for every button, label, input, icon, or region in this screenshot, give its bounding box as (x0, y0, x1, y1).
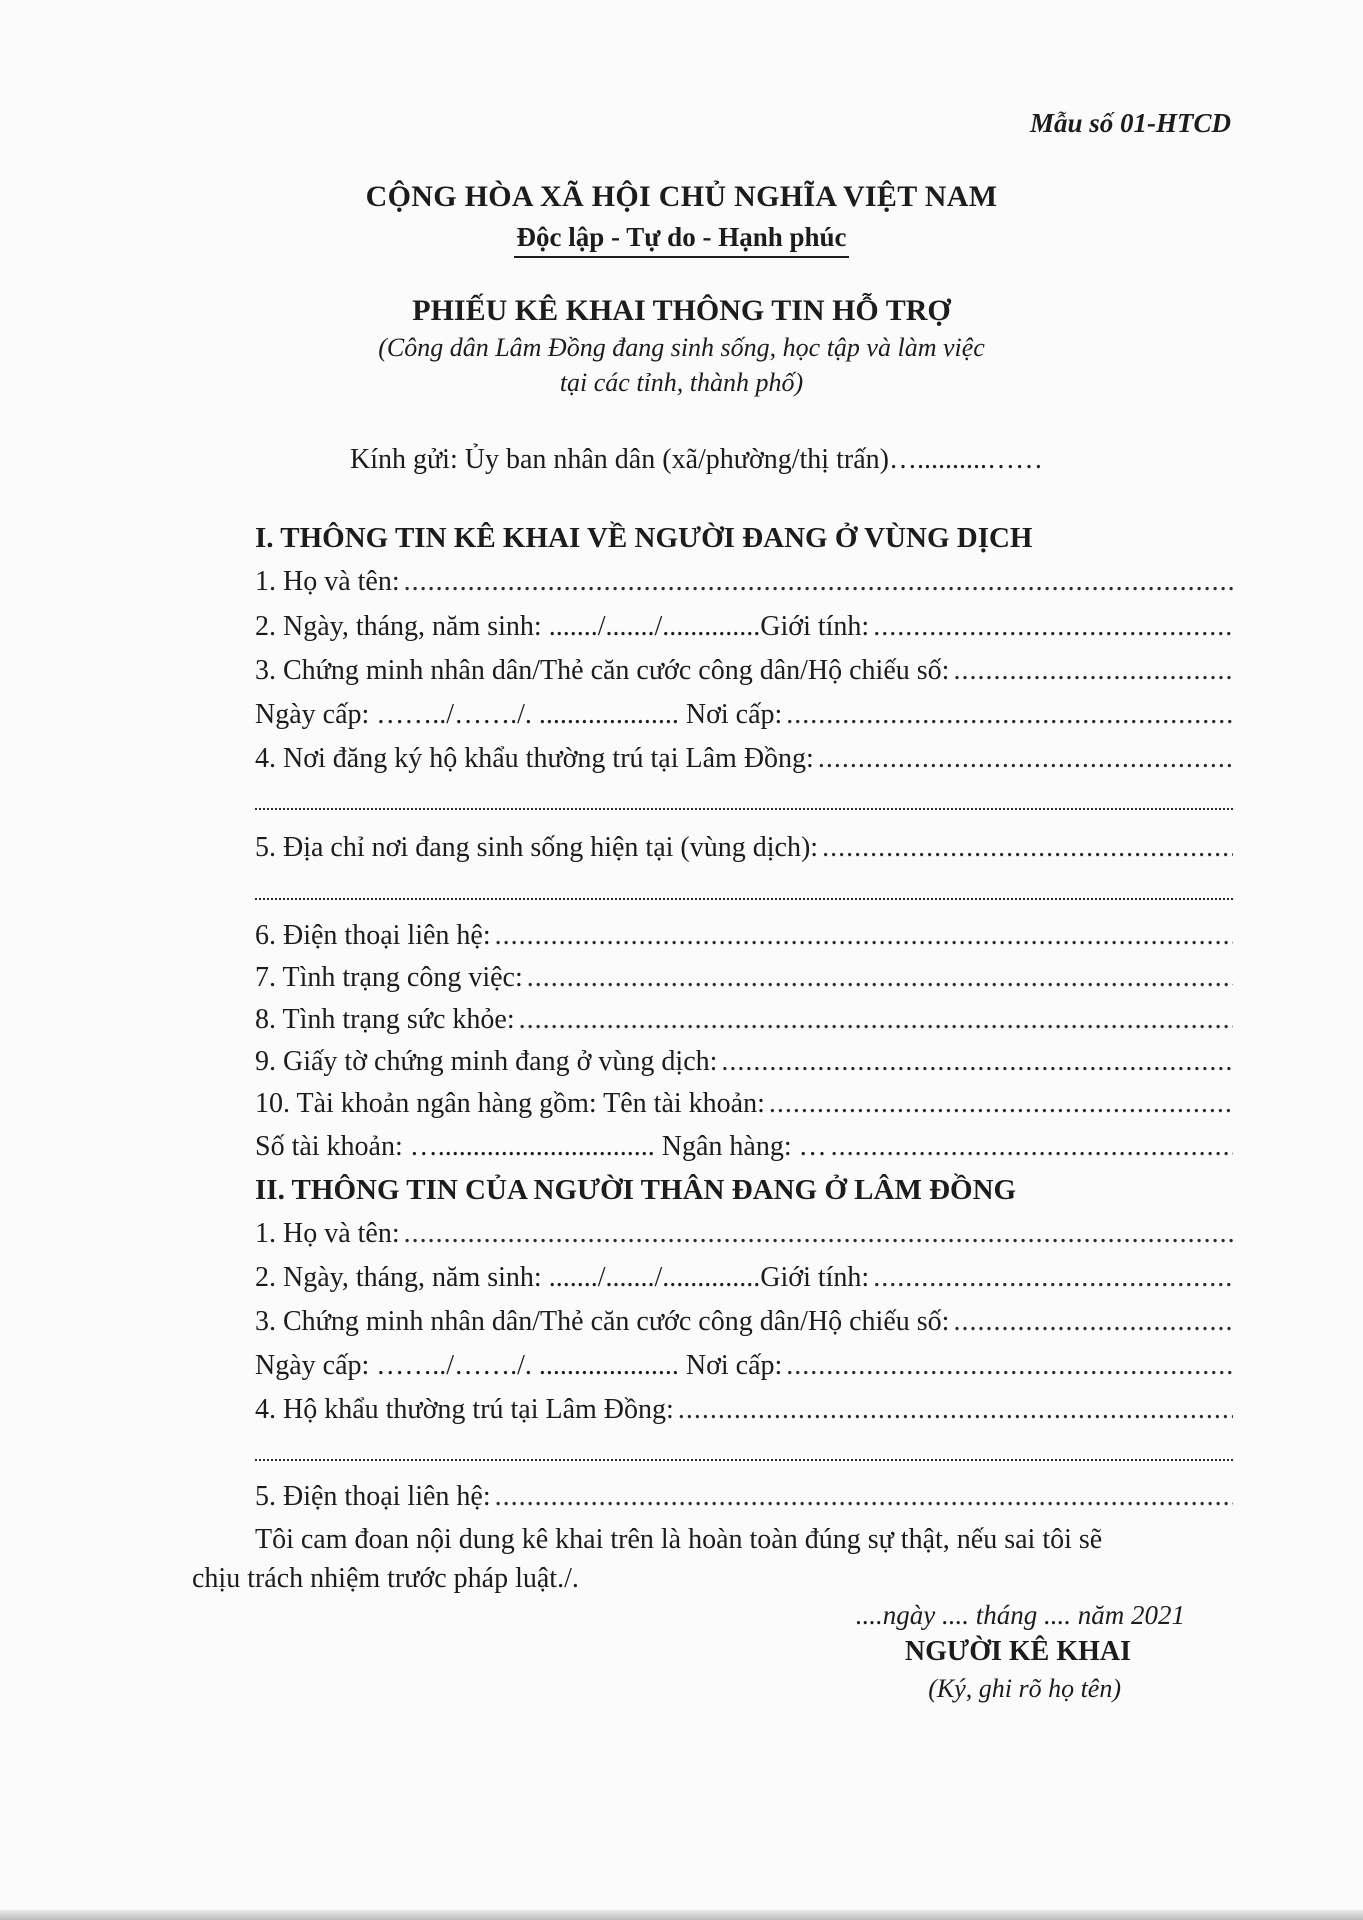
field-id-number[interactable] (255, 655, 1233, 687)
field-label: 1. Họ và tên: (255, 566, 400, 597)
field-current-address-continuation[interactable] (255, 896, 1233, 900)
field-registered-residence-continuation[interactable] (255, 806, 1233, 810)
fill-dots (495, 1481, 1233, 1513)
field-health-status[interactable] (255, 1004, 1233, 1036)
fill-dots (678, 1394, 1233, 1426)
field-label: 2. Ngày, tháng, năm sinh: ......./......./..............Giới tính: (255, 1262, 870, 1293)
fill-dots (769, 1088, 1233, 1120)
fill-dots (495, 920, 1233, 952)
field-label: Ngày cấp: ……../……./. .................... Nơi cấp: (255, 699, 783, 730)
section1-heading: I. THÔNG TIN KÊ KHAI VỀ NGƯỜI ĐANG Ở VÙNG DỊCH (255, 522, 1033, 554)
motto-container (0, 222, 1363, 258)
fill-dots (818, 743, 1233, 775)
field-label: 8. Tình trạng sức khỏe: (255, 1004, 515, 1035)
fill-dots (721, 1046, 1233, 1078)
relative-field-id-number[interactable] (255, 1306, 1233, 1338)
form-subtitle-line1: (Công dân Lâm Đồng đang sinh sống, học tập và làm việc (378, 333, 985, 362)
field-label: 4. Nơi đăng ký hộ khẩu thường trú tại Lâm Đồng: (255, 743, 814, 774)
field-label: 4. Hộ khẩu thường trú tại Lâm Đồng: (255, 1394, 674, 1425)
field-label: 3. Chứng minh nhân dân/Thẻ căn cước công dân/Hộ chiếu số: (255, 1306, 950, 1337)
field-phone[interactable] (255, 920, 1233, 952)
commitment-line1: Tôi cam đoan nội dung kê khai trên là hoàn toàn đúng sự thật, nếu sai tôi sẽ (255, 1524, 1103, 1555)
field-bank-account-number[interactable] (255, 1131, 1233, 1163)
date-line: ....ngày .... tháng .... năm 2021 (855, 1600, 1185, 1630)
national-motto: Độc lập - Tự do - Hạnh phúc (514, 222, 848, 258)
field-bank-account-name[interactable] (255, 1088, 1233, 1120)
field-label: 9. Giấy tờ chứng minh đang ở vùng dịch: (255, 1046, 718, 1077)
recipient-line: Kính gửi: Ủy ban nhân dân (xã/phường/thị trấn)…..........…… (350, 444, 1043, 475)
scan-bottom-edge (0, 1910, 1363, 1920)
relative-field-residence-continuation[interactable] (255, 1457, 1233, 1461)
relative-field-residence[interactable] (255, 1394, 1233, 1426)
fill-dots (873, 611, 1233, 643)
commitment-line2: chịu trách nhiệm trước pháp luật./. (192, 1563, 579, 1594)
field-label: 6. Điện thoại liên hệ: (255, 920, 491, 951)
field-label: 10. Tài khoản ngân hàng gồm: Tên tài khoản: (255, 1088, 765, 1119)
form-title: PHIẾU KÊ KHAI THÔNG TIN HỖ TRỢ (412, 294, 951, 327)
field-current-address[interactable] (255, 832, 1233, 864)
field-label: Ngày cấp: ……../……./. .................... Nơi cấp: (255, 1350, 783, 1381)
national-title: CỘNG HÒA XÃ HỘI CHỦ NGHĨA VIỆT NAM (365, 180, 998, 213)
fill-dots (822, 832, 1233, 864)
fill-dots (873, 1262, 1233, 1294)
fill-dots (404, 1218, 1233, 1250)
fill-dots (527, 962, 1233, 994)
fill-dots (786, 1350, 1233, 1382)
relative-field-full-name[interactable] (255, 1218, 1233, 1250)
relative-field-issue-date-place[interactable] (255, 1350, 1233, 1382)
field-label: 1. Họ và tên: (255, 1218, 400, 1249)
fill-dots (404, 566, 1233, 598)
field-issue-date-place[interactable] (255, 699, 1233, 731)
fill-dots (519, 1004, 1233, 1036)
signer-title: NGƯỜI KÊ KHAI (904, 1636, 1131, 1667)
section2-heading: II. THÔNG TIN CỦA NGƯỜI THÂN ĐANG Ở LÂM ĐỒNG (255, 1174, 1017, 1206)
fill-dots (786, 699, 1233, 731)
signature-note: (Ký, ghi rõ họ tên) (928, 1674, 1121, 1703)
field-registered-residence[interactable] (255, 743, 1233, 775)
field-birth-date-gender[interactable] (255, 611, 1233, 643)
form-code: Mẫu số 01-HTCD (1029, 108, 1231, 138)
form-subtitle-line2: tại các tỉnh, thành phố) (559, 368, 804, 397)
field-full-name[interactable] (255, 566, 1233, 598)
field-label: Số tài khoản: …............................... Ngân hàng: … (255, 1131, 827, 1162)
field-label: 2. Ngày, tháng, năm sinh: ......./......./..............Giới tính: (255, 611, 870, 642)
field-proof-documents[interactable] (255, 1046, 1233, 1078)
field-label: 7. Tình trạng công việc: (255, 962, 523, 993)
relative-field-birth-date-gender[interactable] (255, 1262, 1233, 1294)
field-label: 5. Điện thoại liên hệ: (255, 1481, 491, 1512)
relative-field-phone[interactable] (255, 1481, 1233, 1513)
field-job-status[interactable] (255, 962, 1233, 994)
field-label: 5. Địa chỉ nơi đang sinh sống hiện tại (vùng dịch): (255, 832, 819, 863)
fill-dots (953, 1306, 1233, 1338)
field-label: 3. Chứng minh nhân dân/Thẻ căn cước công dân/Hộ chiếu số: (255, 655, 950, 686)
fill-dots (953, 655, 1233, 687)
fill-dots (831, 1131, 1233, 1163)
